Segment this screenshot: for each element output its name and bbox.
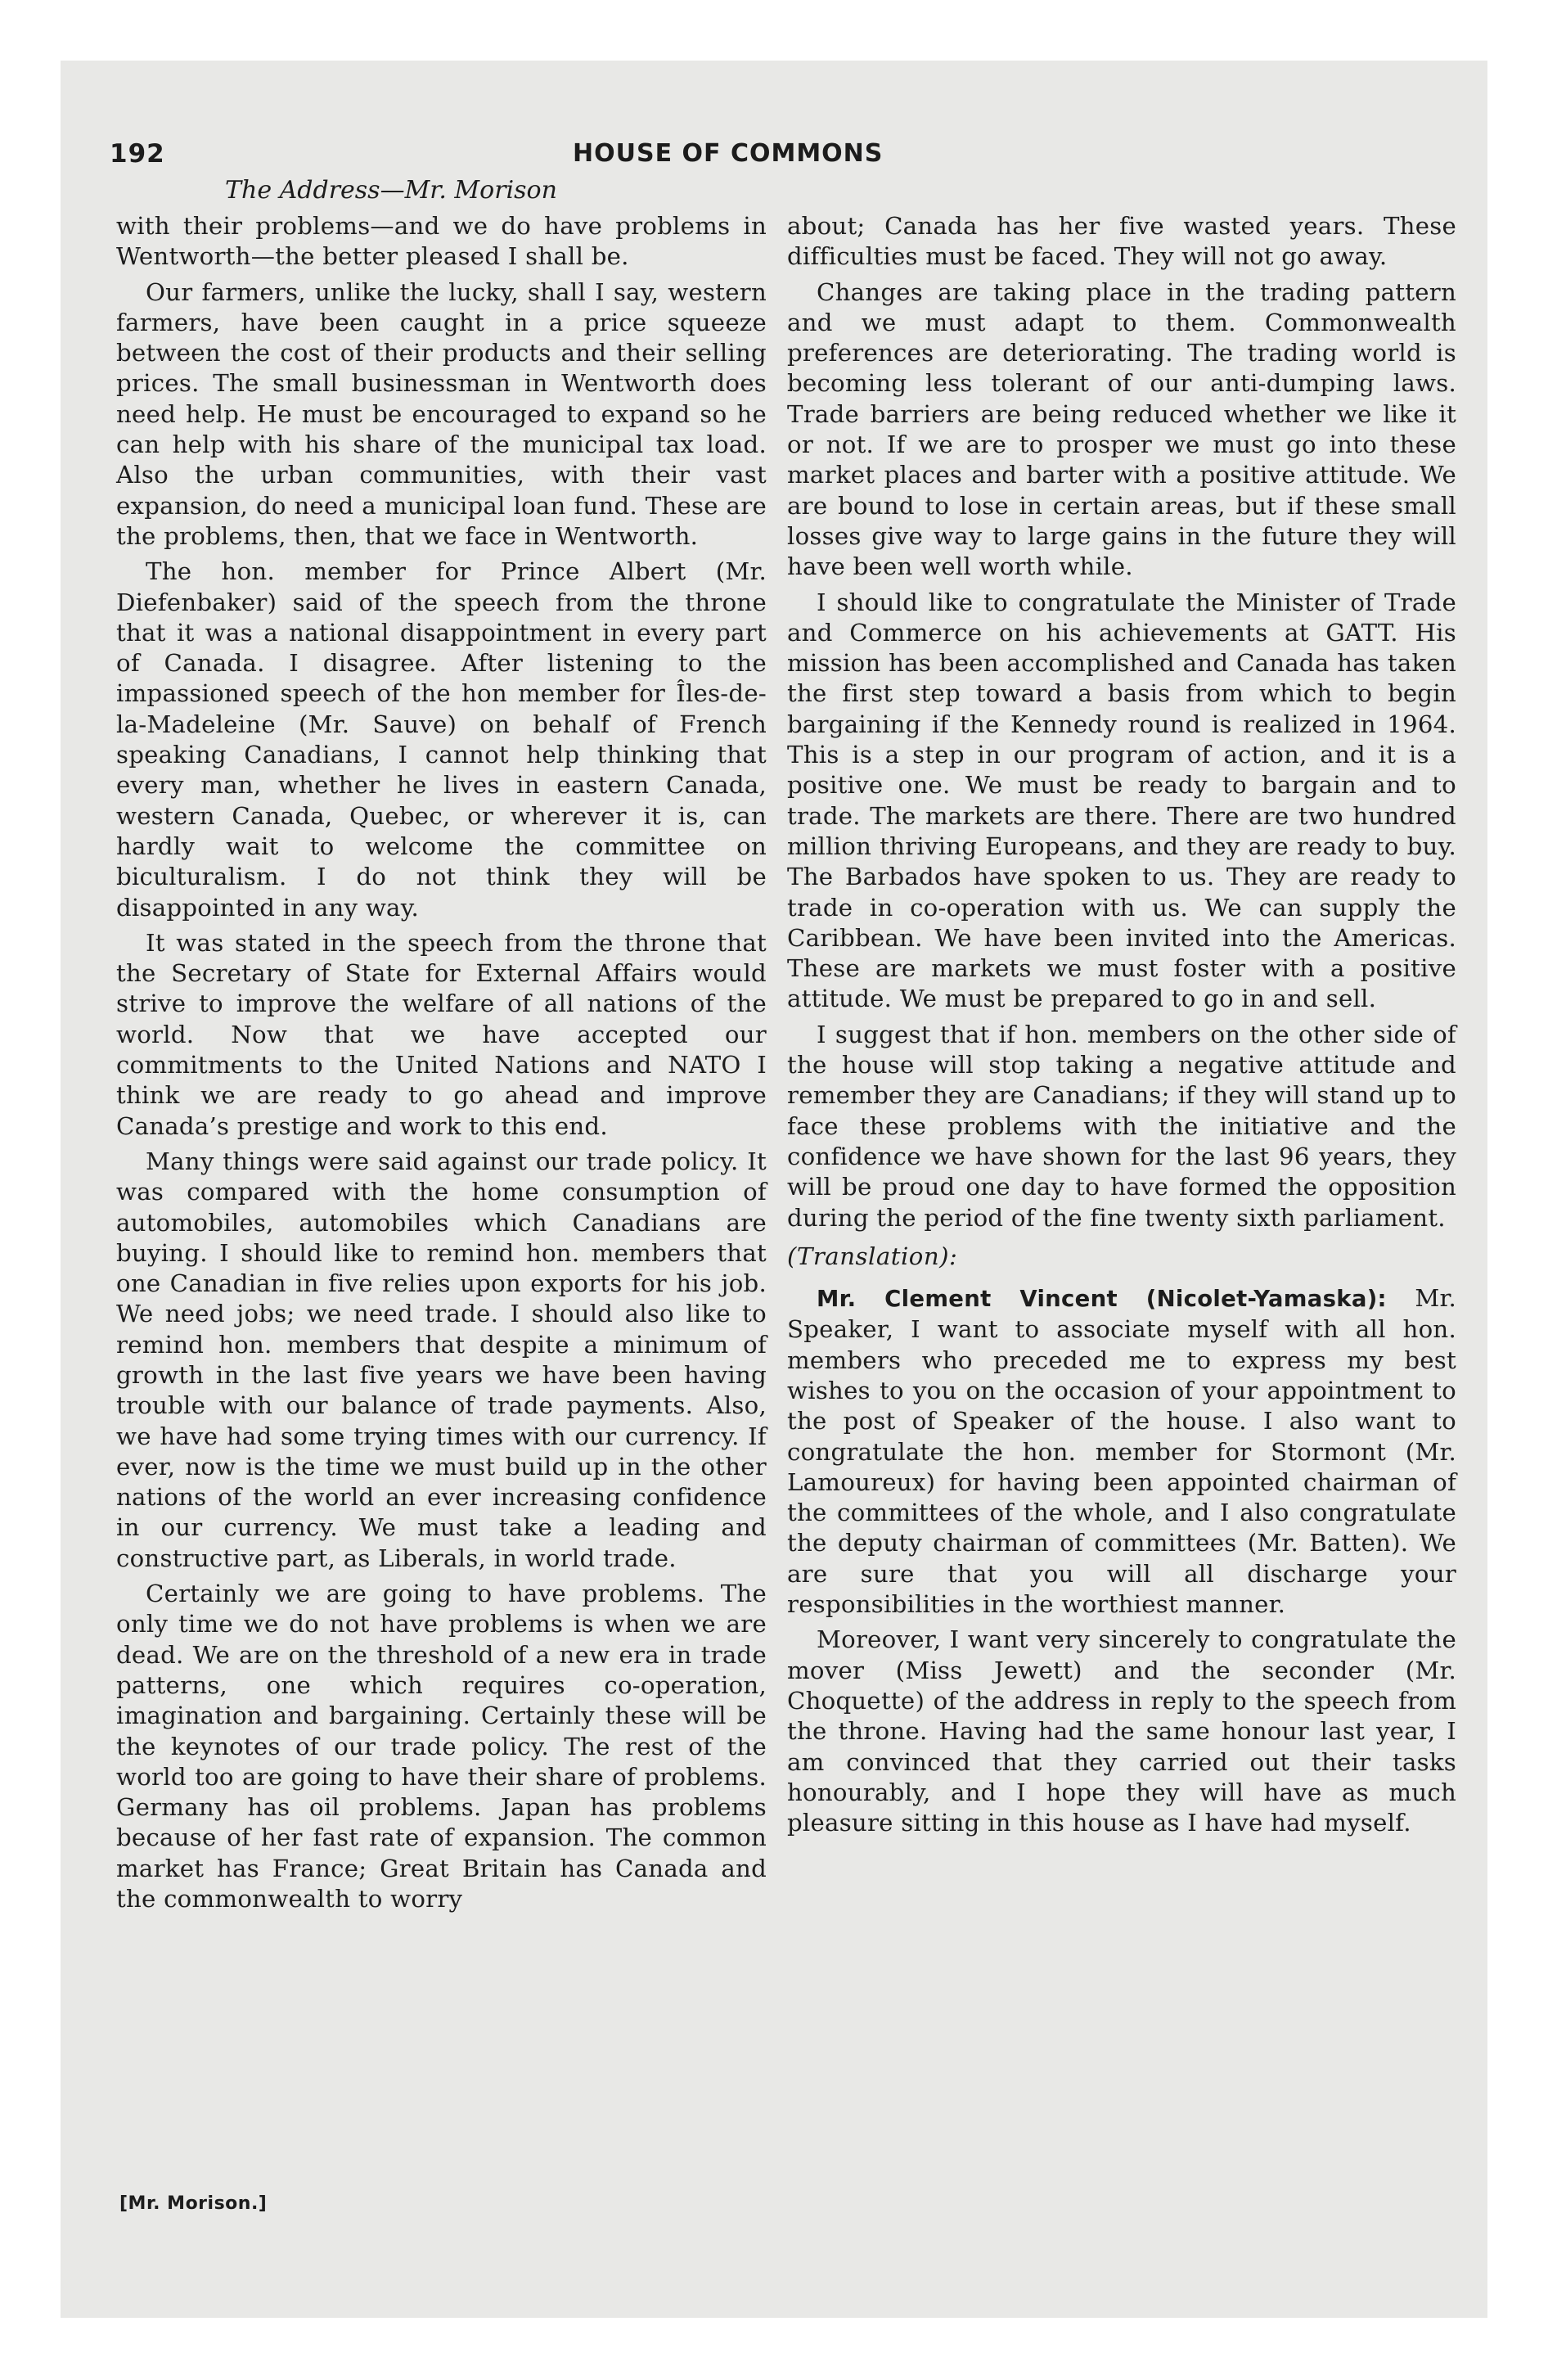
paragraph: Many things were said against our trade policy. It was compared with the home consumption of automobiles, automobiles which Canadians are buying. I should like to remind hon. members that one Canadian in five relies upon exports for his job. We need jobs; we need trade. I should also like to remind hon. members that despite a minimum of growth in the last five years we have been having trouble with our balance of trade payments. Also, we have had some trying times with our currency. If ever, now is the time we must build up in the other nations of the world an ever increasing confidence in our currency. We must take a leading and constructive part, as Liberals, in world trade. [116,1147,767,1572]
running-head: HOUSE OF COMMONS [573,139,884,168]
page-number: 192 [110,139,165,169]
footer-attribution: [Mr. Morison.] [119,2193,268,2214]
paragraph: Changes are taking place in the trading pattern and we must adapt to them. Commonwealth preferences are deteriorating. The trading world is becoming less tolerant of our anti-dumping laws. Trade barriers are being reduced whether we like it or not. If we are to prosper we must go into these market places and barter with a positive attitude. We are bound to lose in certain areas, but if these small losses give way to large gains in the future they will have been well worth while. [787,277,1456,581]
translation-note: (Translation): [787,1242,958,1270]
paragraph: I should like to congratulate the Minister of Trade and Commerce on his achievements at GATT. His mission has been accomplished and Canada has taken the first step toward a basis from which to begin bargaining if the Kennedy round is realized in 1964. This is a step in our program of action, and it is a positive one. We must be ready to bargain and to trade. The markets are there. There are two hundred million thriving Europeans, and they are ready to buy. The Barbados have spoken to us. They are ready to trade in co-operation with us. We can supply the Caribbean. We have been invited into the Americas. These are markets we must foster with a positive attitude. We must be prepared to go in and sell. [787,588,1456,1013]
paragraph: about; Canada has her five wasted years. These difficulties must be faced. They will not go away. [787,212,1456,271]
right-column [787,211,1456,1843]
paragraph: It was stated in the speech from the throne that the Secretary of State for External Affairs would strive to improve the welfare of all nations of the world. Now that we have accepted our commitments to the United Nations and NATO I think we are ready to go ahead and improve Canada’s prestige and work to this end. [116,928,767,1140]
paragraph: Certainly we are going to have problems. The only time we do not have problems is when we are dead. We are on the threshold of a new era in trade patterns, one which requires co-operation, imagination and bargaining. Certainly these will be the keynotes of our trade policy. The rest of the world too are going to have their share of problems. Germany has oil problems. Japan has problems because of her fast rate of expansion. The common market has France; Great Britain has Canada and the commonwealth to worry [116,1580,767,1913]
speaker-opening-text: Mr. Speaker, I want to associate myself with all hon. members who preceded me to express my best wishes to you on the occasion of your appointment to the post of Speaker of the house. I also want to congratulate the hon. member for Stormont (Mr. Lamoureux) for having been appointed chairman of the committees of the whole, and I also congratulate the deputy chairman of committees (Mr. Batten). We are sure that you will all discharge your responsibilities in the worthiest manner. [787,1284,1456,1619]
section-heading: The Address—Mr. Morison [225,176,557,205]
paragraph: The hon. member for Prince Albert (Mr. Diefenbaker) said of the speech from the throne that it was a national disappointment in every part of Canada. I disagree. After listening to the impassioned speech of the hon member for Îles-de-la-Madeleine (Mr. Sauve) on behalf of French speaking Canadians, I cannot help thinking that every man, whether he lives in eastern Canada, western Canada, Quebec, or wherever it is, can hardly wait to welcome the committee on biculturalism. I do not think they will be disappointed in any way. [116,557,767,922]
speaker-paragraph [787,1283,1456,1620]
paragraph: Our farmers, unlike the lucky, shall I say, western farmers, have been caught in a price squeeze between the cost of their products and their selling prices. The small businessman in Wentworth does need help. He must be encouraged to expand so he can help with his share of the municipal tax load. Also the urban communities, with their vast expansion, do need a municipal loan fund. These are the problems, then, that we face in Wentworth. [116,277,767,550]
paragraph: Moreover, I want very sincerely to congratulate the mover (Miss Jewett) and the seconder (Mr. Choquette) of the address in reply to the speech from the throne. Having had the same honour last year, I am convinced that they carried out their tasks honourably, and I hope they will have as much pleasure sitting in this house as I have had myself. [787,1625,1456,1837]
paragraph: with their problems—and we do have problems in Wentworth—the better pleased I shall be. [116,212,767,271]
paragraph: I suggest that if hon. members on the other side of the house will stop taking a negative attitude and remember they are Canadians; if they will stand up to face these problems with the initiative and the confidence we have shown for the last 96 years, they will be proud one day to have formed the opposition during the period of the fine twenty sixth parliament. [787,1020,1456,1232]
left-column [116,211,767,1919]
speaker-name: Mr. Clement Vincent (Nicolet-Yamaska): [817,1286,1387,1313]
